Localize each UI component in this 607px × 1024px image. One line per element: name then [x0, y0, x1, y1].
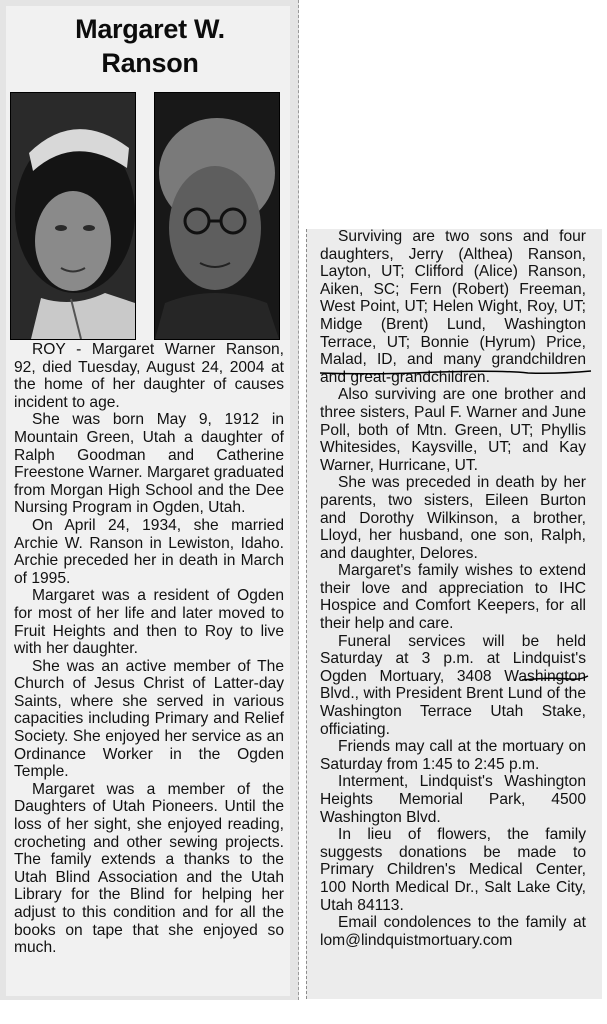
- headline-name-line1: Margaret W.: [75, 14, 225, 44]
- obituary-left-column-text: [14, 341, 284, 957]
- paragraph-birth-education: She was born May 9, 1912 in Mountain Green, Utah a daughter of Ralph Goodman and Catherine Freestone Warner. Margaret graduated from Morgan High School and the Dee Nursing Program in Ogden, Utah.: [14, 411, 284, 517]
- paragraph-marriage: On April 24, 1934, she married Archie W. Ranson in Lewiston, Idaho. Archie preceded her in death in March of 1995.: [14, 516, 284, 587]
- paragraph-funeral-services: Funeral services will be held Saturday at 3 p.m. at Lindquist's Ogden Mortuary, 3408 Washington Blvd., with President Brent Lund of the Washington Terrace Utah Stake, officiating.: [320, 632, 586, 738]
- paragraph-death-notice: ROY - Margaret Warner Ranson, 92, died Tuesday, August 24, 2004 at the home of her daughter of causes incident to age.: [14, 341, 284, 411]
- paragraph-email-condolences: Email condolences to the family at lom@lindquistmortuary.com: [320, 914, 586, 949]
- paragraph-residence: Margaret was a resident of Ogden for most of her life and later moved to Fruit Heights and then to Roy to live with her daughter.: [14, 587, 284, 658]
- young-portrait-image: [11, 93, 135, 339]
- photo-young-portrait: [10, 92, 136, 340]
- paragraph-viewing: Friends may call at the mortuary on Saturday from 1:45 to 2:45 p.m.: [320, 738, 586, 773]
- paragraph-interment: Interment, Lindquist's Washington Heights Memorial Park, 4500 Washington Blvd.: [320, 773, 586, 826]
- handwritten-underline-bonnie: [318, 368, 593, 376]
- elderly-portrait-image: [155, 93, 279, 339]
- paragraph-preceded-in-death: She was preceded in death by her parents, two sisters, Eileen Burton and Dorothy Wilkinson, a brother, Lloyd, her husband, one son, Ralph, and daughter, Delores.: [320, 474, 586, 562]
- obituary-right-column-text: [320, 228, 586, 949]
- paragraph-survivors-siblings: Also surviving are one brother and three sisters, Paul F. Warner and June Poll, both of Mtn. Green, UT; Phyllis Whitesides, Kaysville, UT; and Kay Warner, Hurricane, UT.: [320, 386, 586, 474]
- paragraph-donations: In lieu of flowers, the family suggests donations be made to Primary Children's Medical Center, 100 North Medical Dr., Salt Lake City, Utah 84113.: [320, 826, 586, 914]
- paragraph-survivors-children: Surviving are two sons and four daughters, Jerry (Althea) Ranson, Layton, UT; Clifford (Alice) Ranson, Aiken, SC; Fern (Robert) Freeman, West Point, UT; Helen Wight, Roy, UT; Midge (Brent) Lund, Washington Terrace, UT; Bonnie (Hyrum) Price, Malad, ID, and many grandchildren and great-grandchildren.: [320, 228, 586, 386]
- paragraph-hobbies-thanks: Margaret was a member of the Daughters of Utah Pioneers. Until the loss of her sight, she enjoyed reading, crocheting and other sewing projects. The family extends a thanks to the Utah Blind Association and the Utah Library for the Blind for helping her adjust to this condition and for all the books on tape that she enjoyed so much.: [14, 780, 284, 957]
- headline-name-line2: Ranson: [101, 48, 199, 78]
- photo-elderly-portrait: [154, 92, 280, 340]
- paragraph-family-appreciation: Margaret's family wishes to extend their love and appreciation to IHC Hospice and Comfort Keepers, for all their help and care.: [320, 562, 586, 633]
- obituary-headline: [8, 12, 292, 80]
- handwritten-underline-be-held: [520, 673, 590, 683]
- paragraph-church-service: She was an active member of The Church of Jesus Christ of Latter-day Saints, where she served in various capacities including Primary and Relief Society. She enjoyed her service as an Ordinance Worker in the Ogden Temple.: [14, 657, 284, 781]
